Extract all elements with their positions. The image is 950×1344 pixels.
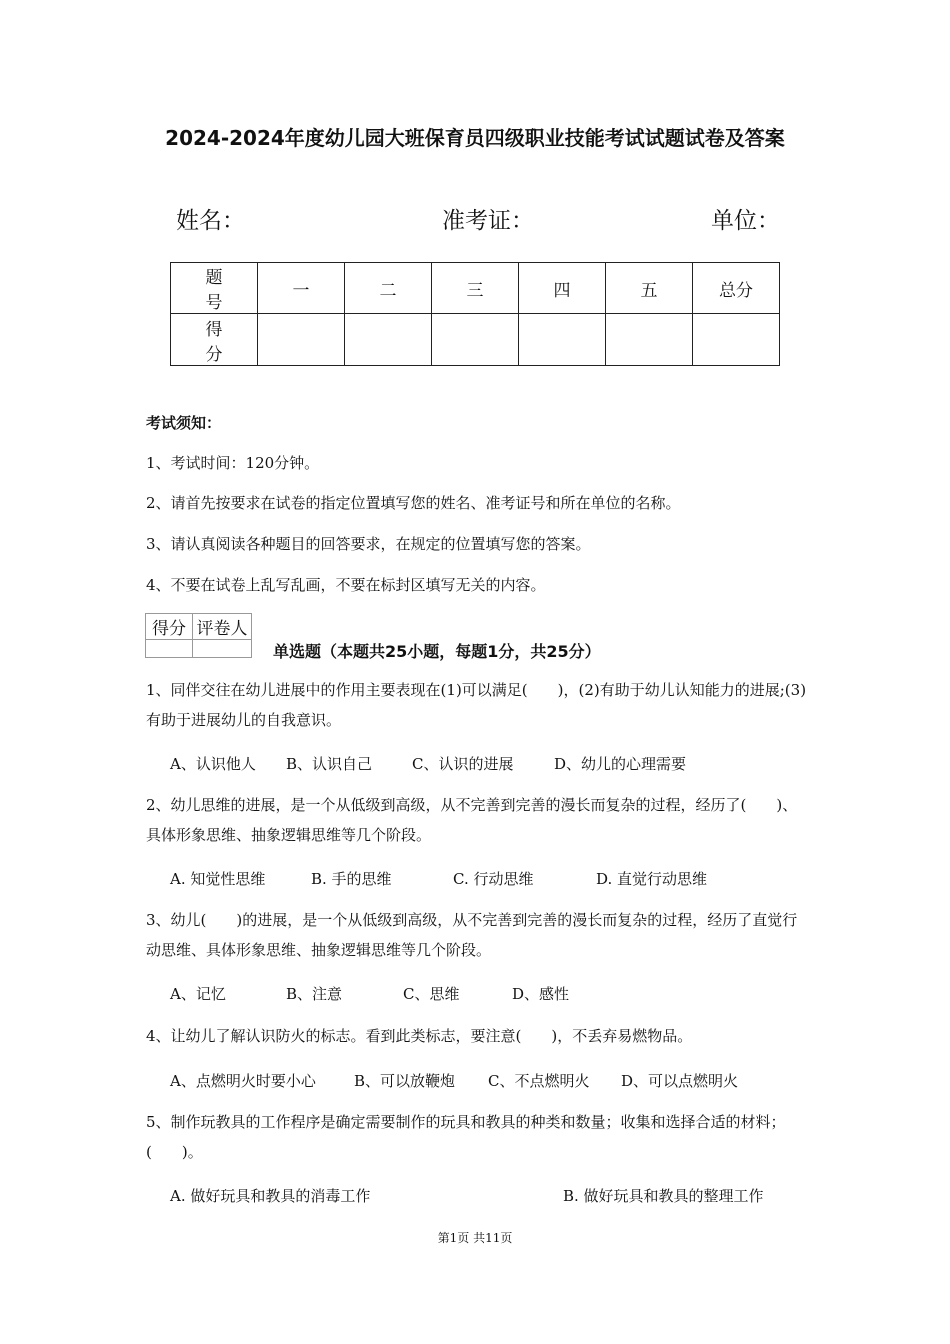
question-option[interactable]: A. 知觉性思维 — [170, 870, 266, 888]
score-table-score-row — [171, 314, 780, 366]
name-field-label: 姓名： — [176, 208, 245, 234]
score-table-cell: 三 — [432, 263, 519, 314]
question-option[interactable]: B、注意 — [286, 985, 343, 1003]
question-option[interactable]: B、可以放鞭炮 — [354, 1072, 456, 1090]
score-table-cell: 一 — [258, 263, 345, 314]
score-table-cell: 五 — [606, 263, 693, 314]
question-option[interactable]: D、可以点燃明火 — [621, 1072, 739, 1090]
question-option[interactable]: B. 手的思维 — [311, 870, 392, 888]
score-table-cell: 二 — [345, 263, 432, 314]
question-option[interactable]: A、认识他人 — [170, 755, 256, 773]
grader-name-label: 评卷人 — [193, 614, 252, 640]
question-stem: 2、幼儿思维的进展，是一个从低级到高级，从不完善到完善的漫长而复杂的过程，经历了( )、具体形象思维、抽象逻辑思维等几个阶段。 — [146, 796, 798, 844]
page-footer: 第1页 共11页 — [437, 1231, 513, 1245]
score-entry-cell[interactable] — [345, 314, 432, 366]
page-title: 2024-2024年度幼儿园大班保育员四级职业技能考试试题试卷及答案 — [165, 126, 785, 150]
grader-score-cell[interactable] — [146, 640, 193, 658]
score-entry-cell[interactable] — [432, 314, 519, 366]
question-option[interactable]: D、幼儿的心理需要 — [554, 755, 687, 773]
notice-heading: 考试须知： — [146, 414, 222, 432]
unit-field-label: 单位： — [711, 208, 780, 234]
notice-item: 2、请首先按要求在试卷的指定位置填写您的姓名、准考证号和所在单位的名称。 — [146, 494, 681, 512]
question-option[interactable]: C. 行动思维 — [453, 870, 534, 888]
exam-number-field-label: 准考证： — [442, 208, 534, 234]
score-entry-cell[interactable] — [606, 314, 693, 366]
question-option[interactable]: C、认识的进展 — [412, 755, 514, 773]
question-option[interactable]: C、不点燃明火 — [488, 1072, 590, 1090]
question-option[interactable]: A、点燃明火时要小心 — [170, 1072, 316, 1090]
score-entry-cell[interactable] — [693, 314, 780, 366]
grader-name-cell[interactable] — [193, 640, 252, 658]
score-table-cell: 总分 — [693, 263, 780, 314]
question-stem: 5、制作玩教具的工作程序是确定需要制作的玩具和教具的种类和数量；收集和选择合适的材料；( )。 — [146, 1113, 786, 1161]
score-entry-cell[interactable] — [258, 314, 345, 366]
score-table-header-row — [171, 263, 780, 314]
score-row-label: 得 分 — [171, 314, 258, 366]
question-stem: 3、幼儿( )的进展，是一个从低级到高级，从不完善到完善的漫长而复杂的过程，经历了直觉行动思维、具体形象思维、抽象逻辑思维等几个阶段。 — [146, 911, 798, 959]
score-table — [170, 262, 780, 366]
section-title: 单选题（本题共25小题，每题1分，共25分） — [273, 642, 601, 661]
notice-item: 4、不要在试卷上乱写乱画，不要在标封区填写无关的内容。 — [146, 576, 546, 594]
question-stem: 4、让幼儿了解认识防火的标志。看到此类标志，要注意( )，不丢弃易燃物品。 — [146, 1027, 693, 1045]
question-option[interactable]: D、感性 — [512, 985, 570, 1003]
question-option[interactable]: A. 做好玩具和教具的消毒工作 — [170, 1187, 371, 1205]
notice-item: 3、请认真阅读各种题目的回答要求，在规定的位置填写您的答案。 — [146, 535, 591, 553]
score-entry-cell[interactable] — [519, 314, 606, 366]
question-option[interactable]: D. 直觉行动思维 — [596, 870, 708, 888]
question-option[interactable]: C、思维 — [403, 985, 460, 1003]
score-table-cell: 四 — [519, 263, 606, 314]
notice-item: 1、考试时间：120分钟。 — [146, 454, 320, 472]
question-option[interactable]: B、认识自己 — [286, 755, 373, 773]
question-stem: 1、同伴交往在幼儿进展中的作用主要表现在(1)可以满足( )，(2)有助于幼儿认知能力的进展;(3)有助于进展幼儿的自我意识。 — [146, 681, 807, 729]
grader-box — [145, 613, 252, 658]
question-option[interactable]: B. 做好玩具和教具的整理工作 — [563, 1187, 764, 1205]
question-option[interactable]: A、记忆 — [170, 985, 226, 1003]
score-table-cell: 题 号 — [171, 263, 258, 314]
grader-score-label: 得分 — [146, 614, 193, 640]
